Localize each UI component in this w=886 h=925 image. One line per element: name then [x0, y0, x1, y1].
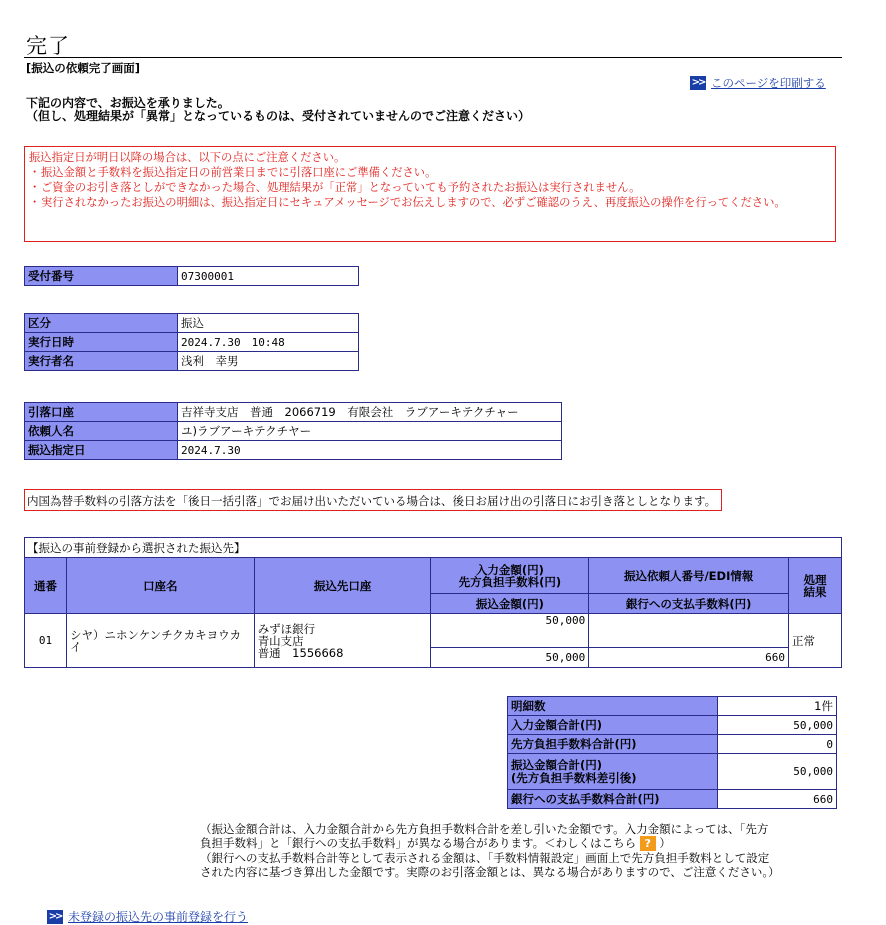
col-result: 処理 結果	[789, 558, 842, 614]
payer-fee-total-label: 先方負担手数料合計(円)	[508, 735, 718, 754]
receipt-table	[24, 266, 359, 286]
fx-fee-notice: 内国為替手数料の引落方法を「後日一括引落」でお届け出いただいている場合は、後日お届け出の引落日にお引き落としとなります。	[24, 489, 722, 511]
receipt-number: 07300001	[178, 267, 359, 286]
payer-fee-total-value: 0	[718, 735, 837, 754]
summary-table	[507, 696, 837, 809]
input-total-value: 50,000	[718, 716, 837, 735]
row-account-name: シヤ）ニホンケンチクカキヨウカイ	[66, 614, 254, 668]
col-bank-fee: 銀行への支払手数料(円)	[589, 594, 789, 614]
row-destination: みずほ銀行 青山支店 普通 1556668	[254, 614, 431, 668]
register-link-row[interactable]	[47, 908, 248, 925]
executor-value: 浅利 幸男	[178, 352, 359, 371]
title-divider	[24, 57, 842, 58]
col-account-name: 口座名	[66, 558, 254, 614]
type-label: 区分	[25, 314, 178, 333]
intro-line-1: 下記の内容で、お振込を承りました。	[26, 96, 230, 110]
datetime-value: 2024.7.30 10:48	[178, 333, 359, 352]
intro-line-2: （但し、処理結果が「異常」となっているものは、受付されていませんのでご注意ください）	[26, 109, 531, 123]
bank-fee-total-value: 660	[718, 790, 837, 809]
transfer-total-value: 50,000	[718, 754, 837, 790]
footnote: （振込金額合計は、入力金額合計から先方負担手数料合計を差し引いた金額です。入力金額によっては、「先方 負担手数料」と「銀行への支払手数料」が異なる場合があります。＜わしくはこちら ? ） （銀行への支払手数料合計等として表示される金額は、「手数料情報設定」画面上で先方負担手数料として設定 された内容に基づき算出した金額です。実際のお引落金額とは、異なる場合がありますので、ご注意ください。）	[200, 822, 780, 879]
transfer-date-value: 2024.7.30	[178, 441, 562, 460]
page-title: 完了	[26, 34, 70, 58]
register-unregistered-payee-link[interactable]: 未登録の振込先の事前登録を行う	[68, 910, 249, 924]
transfer-date-label: 振込指定日	[25, 441, 178, 460]
help-icon[interactable]: ?	[640, 836, 656, 851]
col-transfer-amount: 振込金額(円)	[431, 594, 589, 614]
type-value: 振込	[178, 314, 359, 333]
transfer-list-caption: 【振込の事前登録から選択された振込先】	[25, 538, 842, 558]
notice-bullet: ・ 実行されなかったお振込の明細は、振込指定日にセキュアメッセージでお伝えしますので、必ずご確認のうえ、再度振込の操作を行ってください。	[29, 196, 786, 209]
row-bank-fee: 660	[589, 648, 789, 668]
datetime-label: 実行日時	[25, 333, 178, 352]
account-table	[24, 402, 562, 460]
col-destination: 振込先口座	[254, 558, 431, 614]
receipt-label: 受付番号	[25, 267, 178, 286]
count-label: 明細数	[508, 697, 718, 716]
debit-account-label: 引落口座	[25, 403, 178, 422]
page-subtitle: [振込の依頼完了画面]	[26, 61, 141, 75]
col-edi: 振込依頼人番号/EDI情報	[589, 558, 789, 594]
transfer-list-table	[24, 537, 842, 668]
notice-bullet: ・ ご資金のお引き落としができなかった場合、処理結果が「正常」となっていても予約されたお振込は実行されません。	[29, 181, 641, 194]
double-chevron-right-icon: >>	[48, 910, 62, 922]
row-result: 正常	[789, 614, 842, 668]
future-date-notice	[24, 146, 836, 242]
row-input-amount: 50,000	[431, 614, 589, 648]
row-edi	[589, 614, 789, 648]
requester-value: ユ)ラブアーキテクチヤー	[178, 422, 562, 441]
debit-account-value: 吉祥寺支店 普通 2066719 有限会社 ラブアーキテクチャー	[178, 403, 562, 422]
transfer-total-label: 振込金額合計(円) (先方負担手数料差引後)	[508, 754, 718, 790]
execution-table	[24, 313, 359, 371]
intro-message	[26, 97, 530, 123]
print-page-link[interactable]: このページを印刷する	[711, 76, 826, 90]
row-transfer-amount: 50,000	[431, 648, 589, 668]
table-row	[25, 614, 842, 648]
notice-bullet: ・ 振込金額と手数料を振込指定日の前営業日までに引落口座にご準備ください。	[29, 166, 437, 179]
double-chevron-right-icon: >>	[691, 77, 705, 88]
col-amount-top: 入力金額(円) 先方負担手数料(円)	[431, 558, 589, 594]
row-no: 01	[25, 614, 67, 668]
notice-heading: 振込指定日が明日以降の場合は、以下の点にご注意ください。	[29, 151, 346, 164]
col-no: 通番	[25, 558, 67, 614]
executor-label: 実行者名	[25, 352, 178, 371]
input-total-label: 入力金額合計(円)	[508, 716, 718, 735]
requester-label: 依頼人名	[25, 422, 178, 441]
bank-fee-total-label: 銀行への支払手数料合計(円)	[508, 790, 718, 809]
print-link-row[interactable]	[690, 75, 826, 91]
count-value: 1件	[718, 697, 837, 716]
